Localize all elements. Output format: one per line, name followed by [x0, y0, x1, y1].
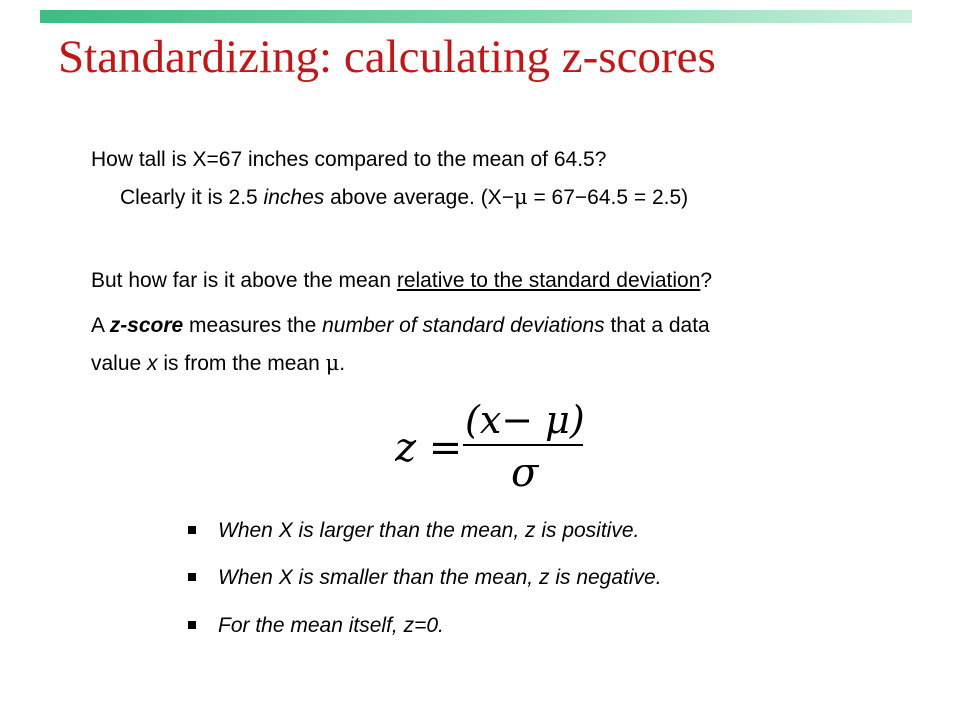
bullet-text: For the mean itself, z=0.	[218, 614, 444, 637]
text: above average. (X−	[324, 186, 514, 209]
text: value	[91, 352, 148, 375]
header-accent-bar	[40, 10, 912, 23]
text: .	[339, 352, 346, 375]
text: = 67−64.5 = 2.5)	[527, 186, 689, 209]
text: ?	[700, 269, 713, 292]
square-bullet-icon	[188, 573, 196, 581]
list-item	[188, 567, 662, 588]
definition-line-2	[91, 353, 345, 374]
mu-symbol: μ	[513, 185, 528, 209]
z-score-formula	[395, 393, 595, 493]
definition-line-1	[91, 315, 710, 336]
list-item	[188, 520, 639, 541]
question-line: How tall is X=67 inches compared to the mean of 64.5?	[91, 148, 607, 171]
emphasis-phrase: number of standard deviations	[322, 314, 605, 337]
text: measures the	[183, 314, 323, 337]
formula-lhs: z =	[395, 425, 463, 471]
underlined-phrase: relative to the standard deviation	[396, 269, 701, 292]
z-score-term: z-score	[109, 314, 184, 337]
relative-question-line	[91, 270, 712, 291]
square-bullet-icon	[188, 526, 196, 534]
list-item	[188, 615, 444, 636]
text: A	[91, 314, 110, 337]
text: But how far is it above the mean	[91, 269, 397, 292]
bullet-text: When X is smaller than the mean, z is negative.	[218, 566, 662, 589]
variable-x: x	[147, 352, 158, 375]
text: that a data	[604, 314, 710, 337]
text: is from the mean	[157, 352, 326, 375]
bullet-text: When X is larger than the mean, z is positive.	[218, 519, 640, 542]
mu-symbol: μ	[325, 351, 340, 375]
text: Clearly it is 2.5	[120, 186, 264, 209]
slide-title: Standardizing: calculating z-scores	[58, 31, 716, 83]
formula-denominator: σ	[511, 450, 539, 493]
formula-numerator: (x− μ)	[465, 398, 585, 442]
difference-line	[120, 187, 688, 208]
square-bullet-icon	[188, 621, 196, 629]
emphasis-inches: inches	[263, 186, 325, 209]
